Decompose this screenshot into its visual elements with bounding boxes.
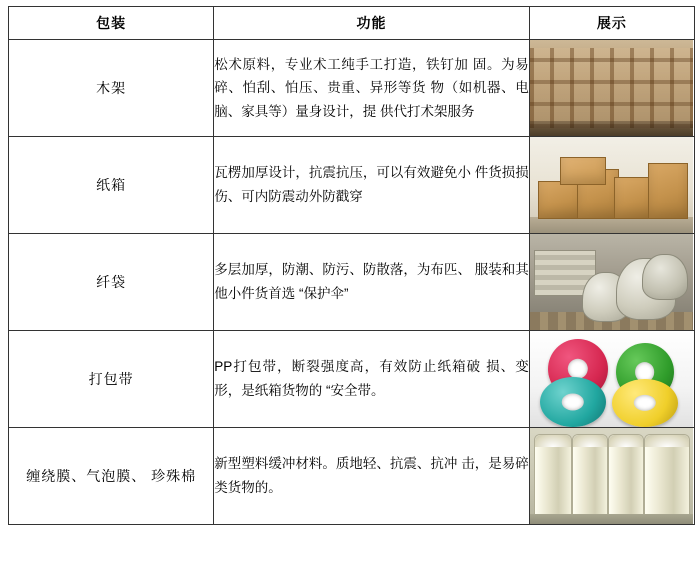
table-row — [9, 137, 695, 234]
table-row — [9, 40, 695, 137]
package-function: PP打包带，断裂强度高，有效防止纸箱破 损、变形，是纸箱货物的 “安全带。 — [214, 331, 529, 428]
package-function: 瓦楞加厚设计，抗震抗压，可以有效避免小 件货损损伤、可内防震动外防戳穿 — [214, 137, 529, 234]
box-shape — [560, 157, 606, 185]
package-function: 新型塑料缓冲材料。质地轻、抗震、抗冲 击，是易碎类货物的。 — [214, 428, 529, 525]
package-function: 松术原料，专业术工纯手工打造，铁钉加 固。为易碎、怕刮、怕压、贵重、异形等货 物（如机器、电脑、家具等）量身设计，提 供代打术架服务 — [214, 40, 529, 137]
column-header-display: 展示 — [529, 7, 694, 40]
package-display-cell — [529, 40, 694, 137]
strapping-reel-photo — [530, 331, 693, 427]
floor-shade — [530, 217, 693, 233]
table-row — [9, 234, 695, 331]
carton-box-photo — [530, 137, 693, 233]
table-header — [9, 7, 695, 40]
film-roll-shape — [572, 434, 608, 520]
reel-shape-yellow — [612, 379, 678, 427]
package-name: 打包带 — [9, 331, 214, 428]
package-display-cell — [529, 234, 694, 331]
floor-shade — [530, 514, 693, 524]
film-roll-shape — [644, 434, 690, 520]
package-function: 多层加厚，防潮、防污、防散落，为布匹、 服装和其他小件货首选 “保护伞” — [214, 234, 529, 331]
table-row — [9, 331, 695, 428]
package-name: 木架 — [9, 40, 214, 137]
package-display-cell — [529, 428, 694, 525]
table-body — [9, 40, 695, 525]
film-roll-shape — [608, 434, 644, 520]
package-name: 缠绕膜、气泡膜、 珍殊棉 — [9, 428, 214, 525]
package-display-cell — [529, 137, 694, 234]
reel-shape-blue — [540, 377, 606, 427]
packaging-table — [8, 6, 695, 525]
package-name: 纸箱 — [9, 137, 214, 234]
film-roll-shape — [534, 434, 572, 520]
bag-shape — [642, 254, 688, 300]
package-name: 纤袋 — [9, 234, 214, 331]
column-header-package: 包装 — [9, 7, 214, 40]
table-row — [9, 428, 695, 525]
package-display-cell — [529, 331, 694, 428]
stretch-film-photo — [530, 428, 693, 524]
wooden-crate-photo — [530, 40, 693, 136]
table-header-row — [9, 7, 695, 40]
column-header-function: 功能 — [214, 7, 529, 40]
box-shape — [538, 181, 582, 219]
box-shape — [648, 163, 688, 219]
woven-bag-photo — [530, 234, 693, 330]
